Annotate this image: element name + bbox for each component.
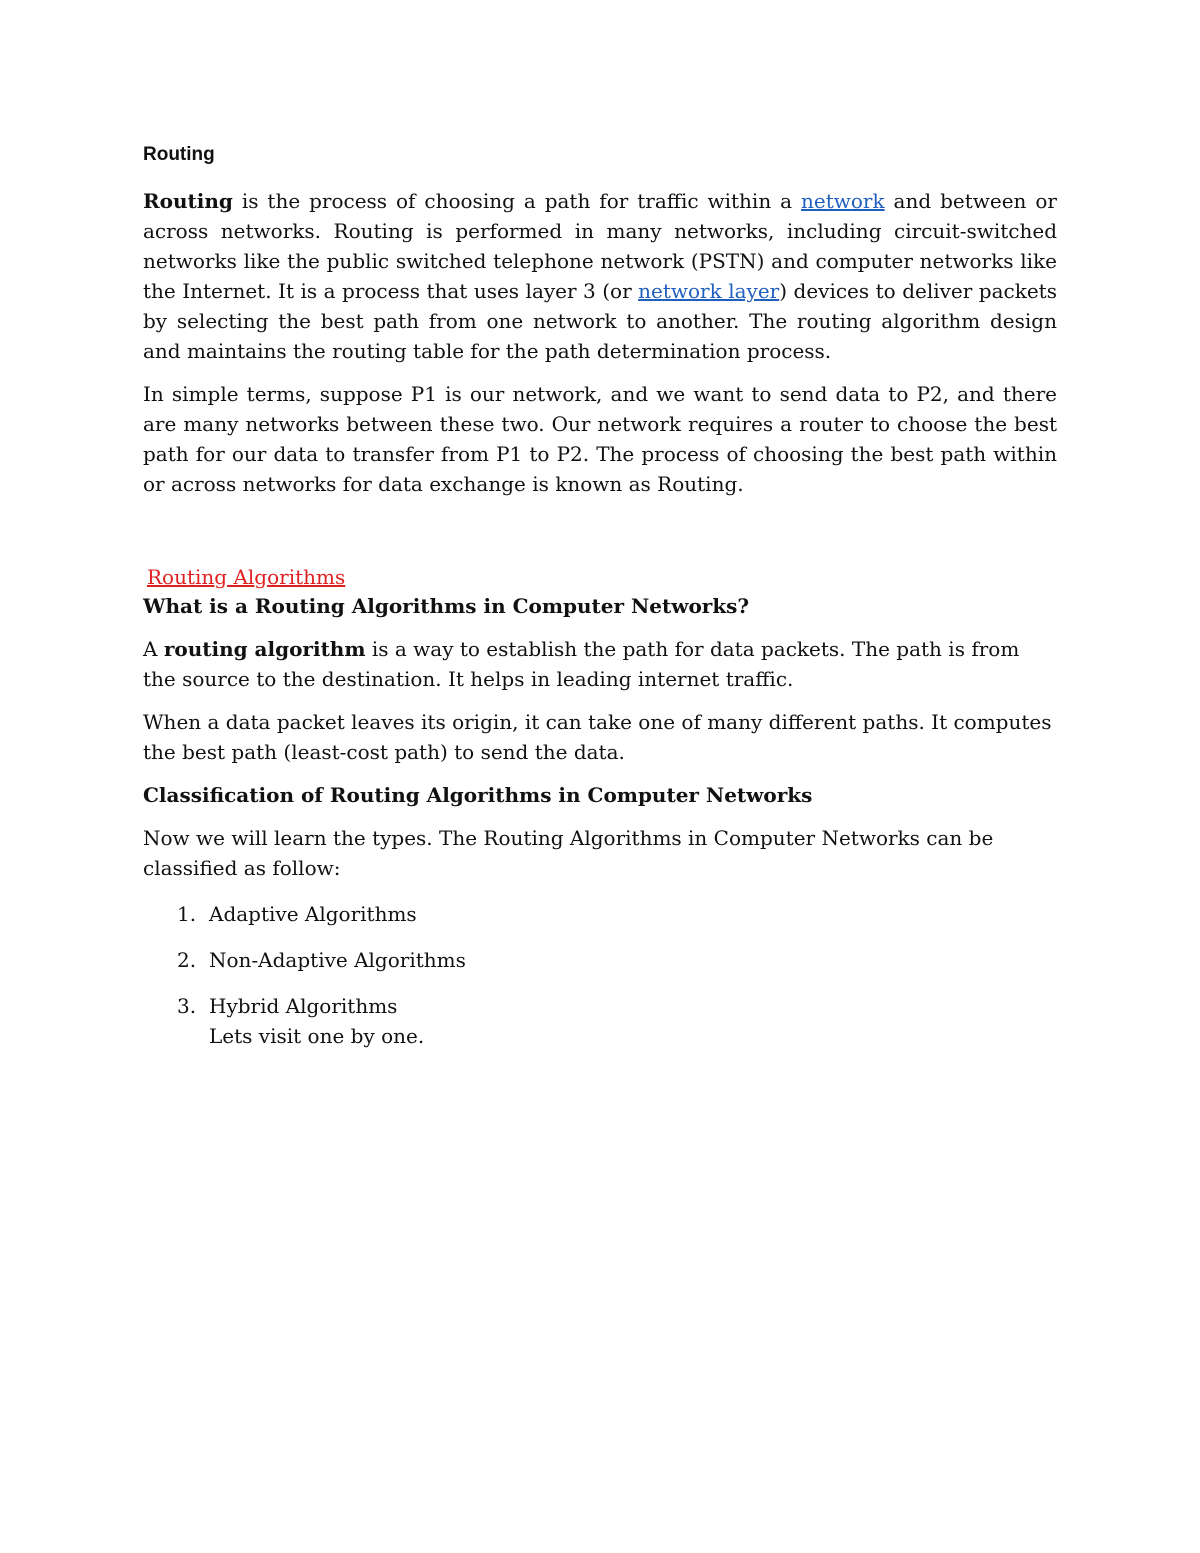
intro-text-1: is the process of choosing a path for traffic within a xyxy=(232,189,802,213)
simple-terms-paragraph: In simple terms, suppose P1 is our network, and we want to send data to P2, and there are many networks between these two. Our network requires a router to choose the best path for our data to transfer from P1 to P2. The process of choosing the best path within or across networks for data exchange is known as Routing. xyxy=(143,382,1057,496)
network-layer-link[interactable]: network layer xyxy=(638,279,780,303)
network-link[interactable]: network xyxy=(801,189,885,213)
routing-algorithm-term: routing algorithm xyxy=(163,637,366,661)
list-number: 3. xyxy=(177,994,197,1018)
list-item xyxy=(143,945,1057,975)
intro-paragraph xyxy=(143,186,1057,366)
list-item-note: Lets visit one by one. xyxy=(209,1024,425,1048)
what-is-heading: What is a Routing Algorithms in Computer Networks? xyxy=(143,594,750,618)
routing-term: Routing xyxy=(143,189,233,213)
intro-text-3: ) devices to deliver packets by selecting the best path from one network to another. The routing algorithm design and maintains the routing table for the path determination process. xyxy=(143,279,1057,363)
list-item-label: Non-Adaptive Algorithms xyxy=(209,948,466,972)
list-item-content xyxy=(209,991,424,1051)
document-body xyxy=(143,142,1057,1067)
algorithm-types-list xyxy=(143,899,1057,1051)
definition-paragraph xyxy=(143,634,1057,694)
definition-text-1: A xyxy=(143,637,164,661)
routing-algorithms-link[interactable]: Routing Algorithms xyxy=(147,565,346,589)
list-item xyxy=(143,991,1057,1051)
intro-text-2: and between or across networks. Routing is performed in many networks, including circuit-switched networks like the public switched telephone network (PSTN) and computer networks like the Internet. It is a process that uses layer 3 (or xyxy=(143,189,1057,303)
list-item-label: Adaptive Algorithms xyxy=(209,902,417,926)
packet-paragraph: When a data packet leaves its origin, it can take one of many different paths. It computes the best path (least-cost path) to send the data. xyxy=(143,710,1052,764)
list-number: 2. xyxy=(177,948,197,972)
list-number: 1. xyxy=(177,902,197,926)
classification-intro: Now we will learn the types. The Routing Algorithms in Computer Networks can be classified as follow: xyxy=(143,826,994,880)
classification-heading: Classification of Routing Algorithms in Computer Networks xyxy=(143,783,813,807)
page-title: Routing xyxy=(143,144,215,165)
definition-text-2: is a way to establish the path for data packets. The path is from the source to the destination. It helps in leading internet traffic. xyxy=(143,637,1020,691)
list-item xyxy=(143,899,1057,929)
list-item-label: Hybrid Algorithms xyxy=(209,994,398,1018)
